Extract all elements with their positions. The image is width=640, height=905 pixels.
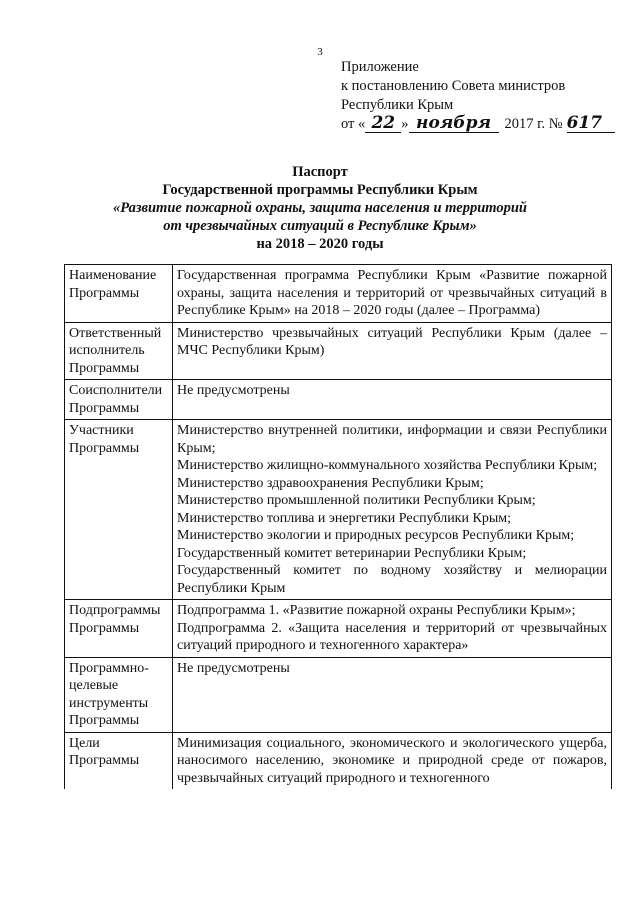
appendix-block xyxy=(341,58,615,134)
appendix-line-1: Приложение xyxy=(341,59,419,75)
row-text: Не предусмотрены xyxy=(177,660,290,676)
date-close-quote: » xyxy=(401,116,409,132)
participant-item: Министерство топлива и энергетики Республики Крым; xyxy=(177,510,511,526)
row-content xyxy=(173,732,612,789)
subprogram-item: Подпрограмма 1. «Развитие пожарной охраны Республики Крым»; xyxy=(177,603,576,618)
row-text: Государственная программа Республики Крым «Развитие пожарной охраны, защита населения и территорий от чрезвычайных ситуаций в Республике Крым» на 2018 – 2020 годы (далее – Программа) xyxy=(177,268,607,318)
resolution-date-line xyxy=(341,115,615,134)
page-number: 3 xyxy=(317,46,323,58)
participant-item: Государственный комитет ветеринарии Республики Крым; xyxy=(177,545,527,561)
appendix-line-2: к постановлению Совета министров xyxy=(341,78,566,94)
table-row xyxy=(65,265,612,323)
title-line-2: Государственной программы Республики Крым xyxy=(162,182,478,198)
date-year: 2017 г. xyxy=(504,116,546,132)
participant-item: Министерство промышленной политики Республики Крым; xyxy=(177,493,536,508)
row-text: Не предусмотрены xyxy=(177,383,290,398)
handwritten-number: 617 xyxy=(567,115,615,133)
table-row xyxy=(65,420,612,600)
row-label: Подпрограммы Программы xyxy=(65,600,173,658)
row-label: Наименование Программы xyxy=(65,265,173,323)
appendix-line-3: Республики Крым xyxy=(341,97,454,113)
row-label: Ответственный исполнитель Программы xyxy=(65,322,173,380)
participant-item: Государственный комитет по водному хозяйству и мелиорации Республики Крым xyxy=(177,563,607,596)
document-title xyxy=(30,163,610,253)
row-content xyxy=(173,600,612,658)
row-label: Цели Программы xyxy=(65,732,173,789)
table-row xyxy=(65,322,612,380)
title-line-3: «Развитие пожарной охраны, защита населения и территорий xyxy=(113,200,527,216)
row-content xyxy=(173,380,612,420)
row-text: Министерство чрезвычайных ситуаций Республики Крым (далее – МЧС Республики Крым) xyxy=(177,325,607,358)
table-row xyxy=(65,600,612,658)
title-line-5: на 2018 – 2020 годы xyxy=(256,236,384,252)
participant-item: Министерство внутренней политики, информации и связи Республики Крым; xyxy=(177,423,607,456)
row-label: Программно-целевые инструменты Программы xyxy=(65,657,173,732)
table-row xyxy=(65,657,612,732)
handwritten-day: 22 xyxy=(365,115,401,133)
date-prefix: от « xyxy=(341,116,366,132)
number-sign: № xyxy=(548,116,563,132)
row-content xyxy=(173,265,612,323)
row-content xyxy=(173,322,612,380)
row-label: Соисполнители Программы xyxy=(65,380,173,420)
subprogram-item: Подпрограмма 2. «Защита населения и территорий от чрезвычайных ситуаций природного и техногенного характера» xyxy=(177,620,607,653)
row-content xyxy=(173,420,612,600)
title-line-4: от чрезвычайных ситуаций в Республике Крым» xyxy=(163,218,477,234)
table-row xyxy=(65,380,612,420)
row-label: Участники Программы xyxy=(65,420,173,600)
participant-item: Министерство экологии и природных ресурсов Республики Крым; xyxy=(177,528,575,543)
handwritten-month: ноября xyxy=(409,115,499,133)
participant-item: Министерство жилищно-коммунального хозяйства Республики Крым; xyxy=(177,458,598,473)
passport-table xyxy=(64,264,612,789)
row-text: Минимизация социального, экономического и экологического ущерба, наносимого населению, экономике и природной среде от пожаров, чрезвычайных ситуаций природного и техногенного xyxy=(177,735,607,786)
title-line-1: Паспорт xyxy=(292,164,348,180)
row-content xyxy=(173,657,612,732)
table-row xyxy=(65,732,612,789)
participant-item: Министерство здравоохранения Республики Крым; xyxy=(177,475,484,491)
